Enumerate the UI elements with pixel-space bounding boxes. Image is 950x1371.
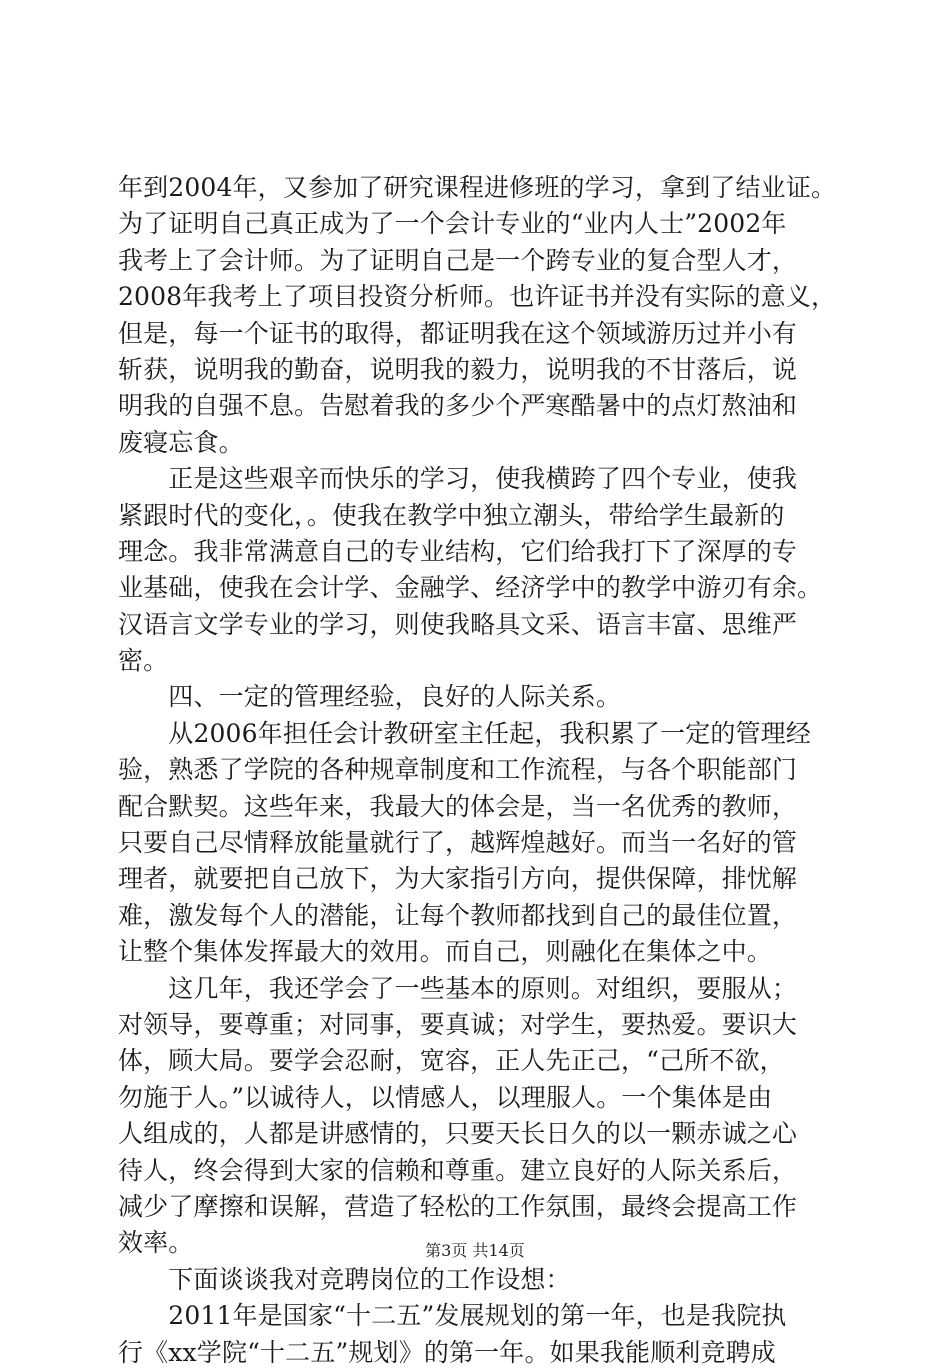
text-line: 紧跟时代的变化，。使我在教学中独立潮头，带给学生最新的 <box>118 500 785 530</box>
text-line: 验，熟悉了学院的各种规章制度和工作流程，与各个职能部门 <box>118 755 798 785</box>
text-line: 对领导，要尊重；对同事，要真诚；对学生，要热爱。要识大 <box>118 1009 798 1039</box>
text-line: 2008年我考上了项目投资分析师。也许证书并没有实际的意义， <box>118 282 837 312</box>
text-line: 难，激发每个人的潜能，让每个教师都找到自己的最佳位置， <box>118 900 798 930</box>
section-heading: 四、一定的管理经验，良好的人际关系。 <box>118 682 622 712</box>
text-line: 减少了摩擦和误解，营造了轻松的工作氛围，最终会提高工作 <box>118 1191 798 1221</box>
text-line: 业基础，使我在会计学、金融学、经济学中的教学中游刃有余。 <box>118 573 823 603</box>
text-line: 勿施于人。”以诚待人，以情感人，以理服人。一个集体是由 <box>118 1082 773 1112</box>
page-footer <box>0 1238 950 1261</box>
text-line: 行《xx学院“十二五”规划》的第一年。如果我能顺利竞聘成 <box>118 1337 776 1367</box>
text-line: 废寝忘食。 <box>118 427 244 457</box>
page-number-label: 第3页 共14页 <box>425 1241 525 1260</box>
text-line: 下面谈谈我对竞聘岗位的工作设想： <box>118 1264 571 1294</box>
text-line: 密。 <box>118 646 169 676</box>
text-line: 这几年，我还学会了一些基本的原则。对组织，要服从； <box>118 973 798 1003</box>
body-text <box>118 170 840 1371</box>
text-line: 让整个集体发挥最大的效用。而自己，则融化在集体之中。 <box>118 937 772 967</box>
text-line: 年到2004年，又参加了研究课程进修班的学习，拿到了结业证。 <box>118 173 837 202</box>
text-line: 理者，就要把自己放下，为大家指引方向，提供保障，排忧解 <box>118 864 798 894</box>
text-line: 效率。 <box>118 1228 194 1258</box>
text-line: 为了证明自己真正成为了一个会计专业的“业内人士”2002年 <box>118 209 787 239</box>
text-line: 我考上了会计师。为了证明自己是一个跨专业的复合型人才， <box>118 245 798 275</box>
text-line: 正是这些艰辛而快乐的学习，使我横跨了四个专业，使我 <box>118 464 798 494</box>
text-line: 2011年是国家“十二五”发展规划的第一年，也是我院执 <box>118 1301 787 1331</box>
text-line: 理念。我非常满意自己的专业结构，它们给我打下了深厚的专 <box>118 536 798 566</box>
text-line: 人组成的，人都是讲感情的，只要天长日久的以一颗赤诚之心 <box>118 1119 798 1149</box>
text-line: 配合默契。这些年来，我最大的体会是，当一名优秀的教师， <box>118 791 798 821</box>
text-line: 从2006年担任会计教研室主任起，我积累了一定的管理经 <box>118 718 811 748</box>
text-line: 体，顾大局。要学会忍耐，宽容，正人先正己，“己所不欲， <box>118 1046 785 1076</box>
text-line: 汉语言文学专业的学习，则使我略具文采、语言丰富、思维严 <box>118 609 798 639</box>
text-line: 明我的自强不息。告慰着我的多少个严寒酷暑中的点灯熬油和 <box>118 391 798 421</box>
text-line: 斩获，说明我的勤奋，说明我的毅力，说明我的不甘落后，说 <box>118 354 798 384</box>
text-line: 但是，每一个证书的取得，都证明我在这个领域游历过并小有 <box>118 318 798 348</box>
text-line: 待人，终会得到大家的信赖和尊重。建立良好的人际关系后， <box>118 1155 798 1185</box>
text-line: 只要自己尽情释放能量就行了，越辉煌越好。而当一名好的管 <box>118 828 798 858</box>
